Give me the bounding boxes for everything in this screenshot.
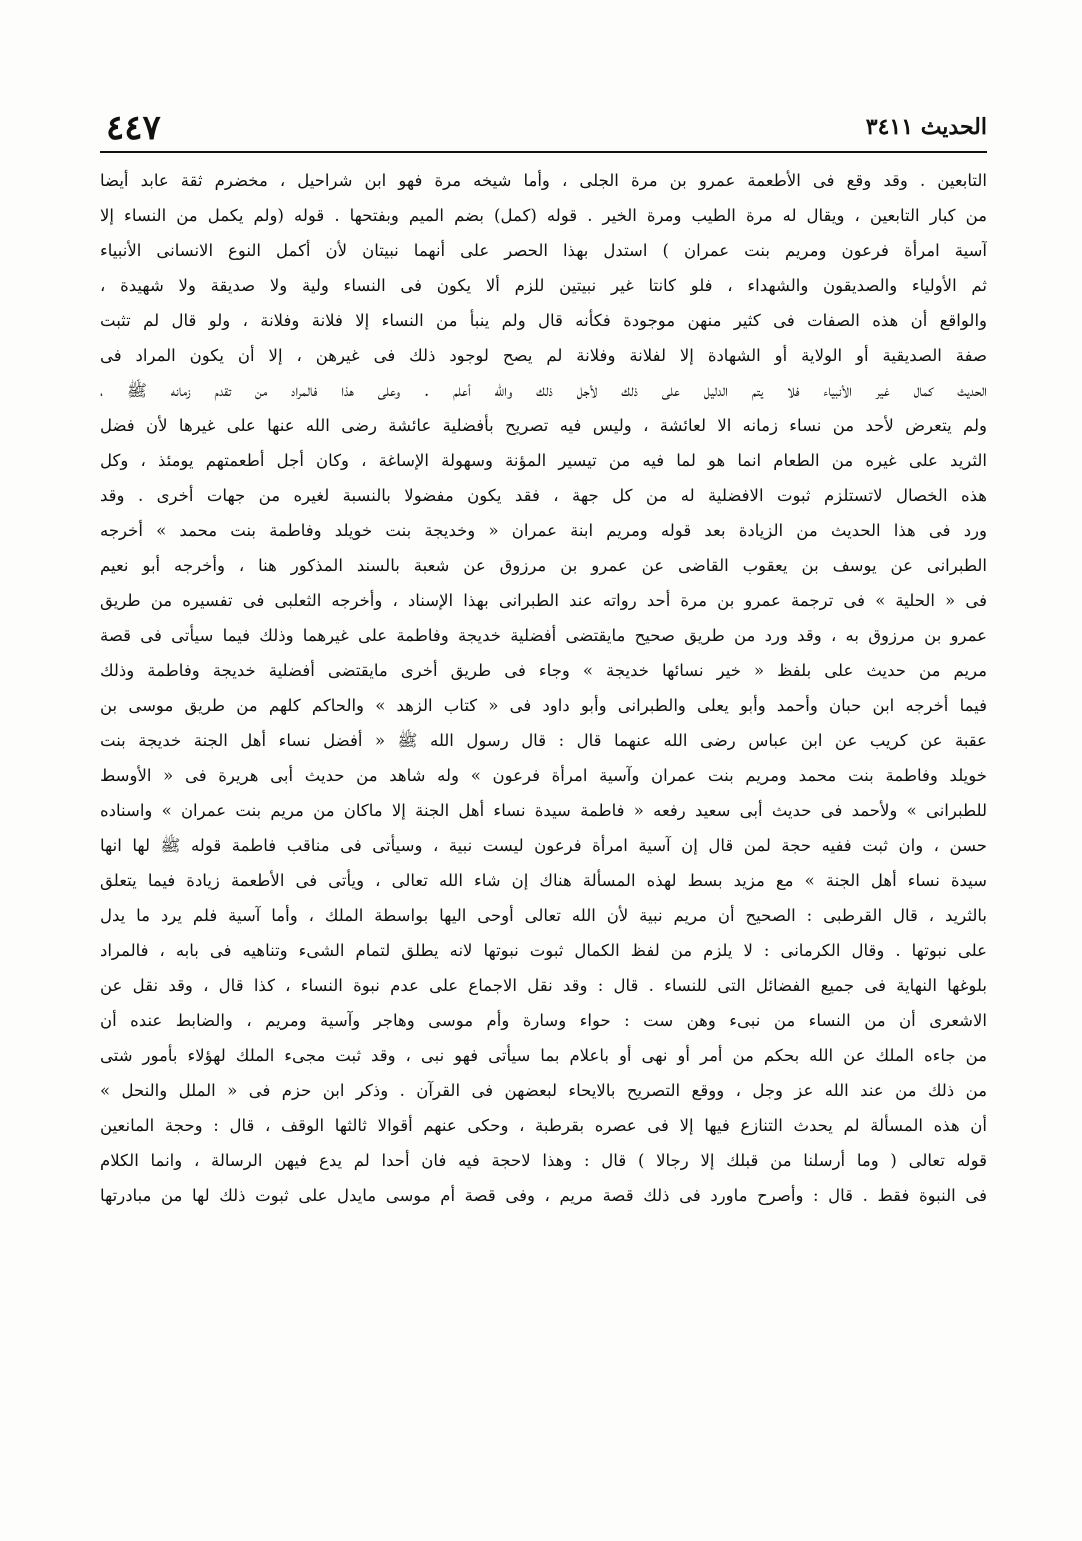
text-line: والواقع أن هذه الصفات فى كثير منهن موجودة فكأنه قال ولم ينبأ من النساء إلا فلانة وفلانة ، ولو قال لم تثبت [100,311,987,330]
text-line: على نبوتها . وقال الكرمانى : لا يلزم من لفظ الكمال ثبوت نبوتها لانه يطلق لتمام الشىء وتناهيه فى بابه ، فالمراد [100,941,987,960]
text-line: فيما أخرجه ابن حبان وأحمد وأبو يعلى والطبرانى وأبو داود فى « كتاب الزهد » والحاكم كلهم من طريق موسى بن [100,696,987,715]
text-line: خويلد وفاطمة بنت محمد ومريم بنت عمران وآسية امرأة فرعون » وله شاهد من حديث أبى هريرة فى « الأوسط [100,766,987,785]
text-line: هذه الخصال لاتستلزم ثبوت الافضلية له من كل جهة ، فقد يكون مفضولا بالنسبة لغيره من جهات أخرى . وقد [100,486,987,505]
text-line: سيدة نساء أهل الجنة » مع مزيد بسط لهذه المسألة هناك إن شاء الله تعالى ، ويأتى فى الأطعمة زيادة فيما يتعلق [100,871,987,890]
text-line: بالثريد ، قال القرطبى : الصحيح أن مريم نبية لأن الله تعالى أوحى اليها بواسطة الملك ، وأما آسية فلم يرد ما يدل [100,906,987,925]
text-line: قوله تعالى ( وما أرسلنا من قبلك إلا رجالا ) قال : وهذا لاحجة فيه فان أحدا لم يدع فيهن الرسالة ، وانما الكلام [100,1151,987,1170]
text-line: من ذلك من عند الله عز وجل ، ووقع التصريح بالايحاء لبعضهن فى القرآن . وذكر ابن حزم فى « الملل والنحل » [100,1081,987,1100]
text-line: صفة الصديقية أو الولاية أو الشهادة إلا لفلانة وفلانة لم يصح لوجود ذلك فى غيرهن ، إلا أن يكون المراد فى [100,346,987,365]
text-line: عمرو بن مرزوق به ، وقد ورد من طريق صحيح مايقتضى أفضلية خديجة وفاطمة على غيرهما وذلك فيما سيأتى فى قصة [100,626,987,645]
text-line: فى النبوة فقط . قال : وأصرح ماورد فى ذلك قصة مريم ، وفى قصة أم موسى مايدل على ثبوت ذلك لها من مبادرتها [100,1186,987,1205]
page-header [100,108,987,150]
running-head: الحديث ٣٤١١ [865,114,987,140]
text-line: الثريد على غيره من الطعام انما هو لما فيه من تيسير المؤنة وسهولة الإساغة ، وكان أجل أطعمتهم يومئذ ، وكل [100,451,987,470]
text-line: الحديث كمال غير الأنبياء فلا يتم الدليل على ذلك لأجل ذلك والله أعلم . وعلى هذا فالمراد من تقدم زمانه ﷺ ، [100,381,987,400]
text-line: الاشعرى أن من النساء من نبىء وهن ست : حواء وسارة وأم موسى وهاجر وآسية ومريم ، والضابط عنده أن [100,1011,987,1030]
text-line: أن هذه المسألة لم يحدث التنازع فيها إلا فى عصره بقرطبة ، وحكى عنهم أقوالا ثالثها الوقف ، قال : وحجة المانعين [100,1116,987,1135]
text-line: ثم الأولياء والصديقون والشهداء ، فلو كانتا غير نبيتين للزم ألا يكون فى النساء ولية ولا صديقة ولا شهيدة ، [100,276,987,295]
text-body [100,163,987,1213]
text-line: آسية امرأة فرعون ومريم بنت عمران ) استدل بهذا الحصر على أنهما نبيتان لأن أكمل النوع الانسانى الأنبياء [100,241,987,260]
text-line: مريم من حديث على بلفظ « خير نسائها خديجة » وجاء فى طريق أخرى مايقتضى أفضلية خديجة وفاطمة وذلك [100,661,987,680]
text-line: الطبرانى عن يوسف بن يعقوب القاضى عن عمرو بن مرزوق عن شعبة بالسند المذكور هنا ، وأخرجه أبو نعيم [100,556,987,575]
text-line: من جاءه الملك عن الله بحكم من أمر أو نهى أو باعلام بما سيأتى فهو نبى ، وقد ثبت مجىء الملك لهؤلاء بأمور شتى [100,1046,987,1065]
text-line: ورد فى هذا الحديث من الزيادة بعد قوله ومريم ابنة عمران « وخديجة بنت خويلد وفاطمة بنت محمد » أخرجه [100,521,987,540]
text-line: فى « الحلية » فى ترجمة عمرو بن مرة أحد رواته عند الطبرانى بهذا الإسناد ، وأخرجه الثعلبى فى تفسيره من طريق [100,591,987,610]
text-line: بلوغها النهاية فى جميع الفضائل التى للنساء . قال : وقد نقل الاجماع على عدم نبوة النساء ، كذا قال ، وقد نقل عن [100,976,987,995]
text-line: حسن ، وان ثبت ففيه حجة لمن قال إن آسية امرأة فرعون ليست نبية ، وسيأتى فى مناقب فاطمة قوله ﷺ لها انها [100,836,987,855]
text-line: ولم يتعرض لأحد من نساء زمانه الا لعائشة ، وليس فيه تصريح بأفضلية عائشة رضى الله عنها على غيرها لأن فضل [100,416,987,435]
page-number: ٤٤٧ [106,108,161,148]
text-line: من كبار التابعين ، ويقال له مرة الطيب ومرة الخير . قوله (كمل) بضم الميم وبفتحها . قوله (ولم يكمل من النساء إلا [100,206,987,225]
header-rule [100,151,987,153]
text-line: التابعين . وقد وقع فى الأطعمة عمرو بن مرة الجلى ، وأما شيخه مرة فهو ابن شراحيل ، مخضرم ثقة عابد أيضا [100,171,987,190]
text-line: عقبة عن كريب عن ابن عباس رضى الله عنهما قال : قال رسول الله ﷺ « أفضل نساء أهل الجنة خديجة بنت [100,731,987,750]
text-line: للطبرانى » ولأحمد فى حديث أبى سعيد رفعه « فاطمة سيدة نساء أهل الجنة إلا ماكان من مريم بنت عمران » واسناده [100,801,987,820]
